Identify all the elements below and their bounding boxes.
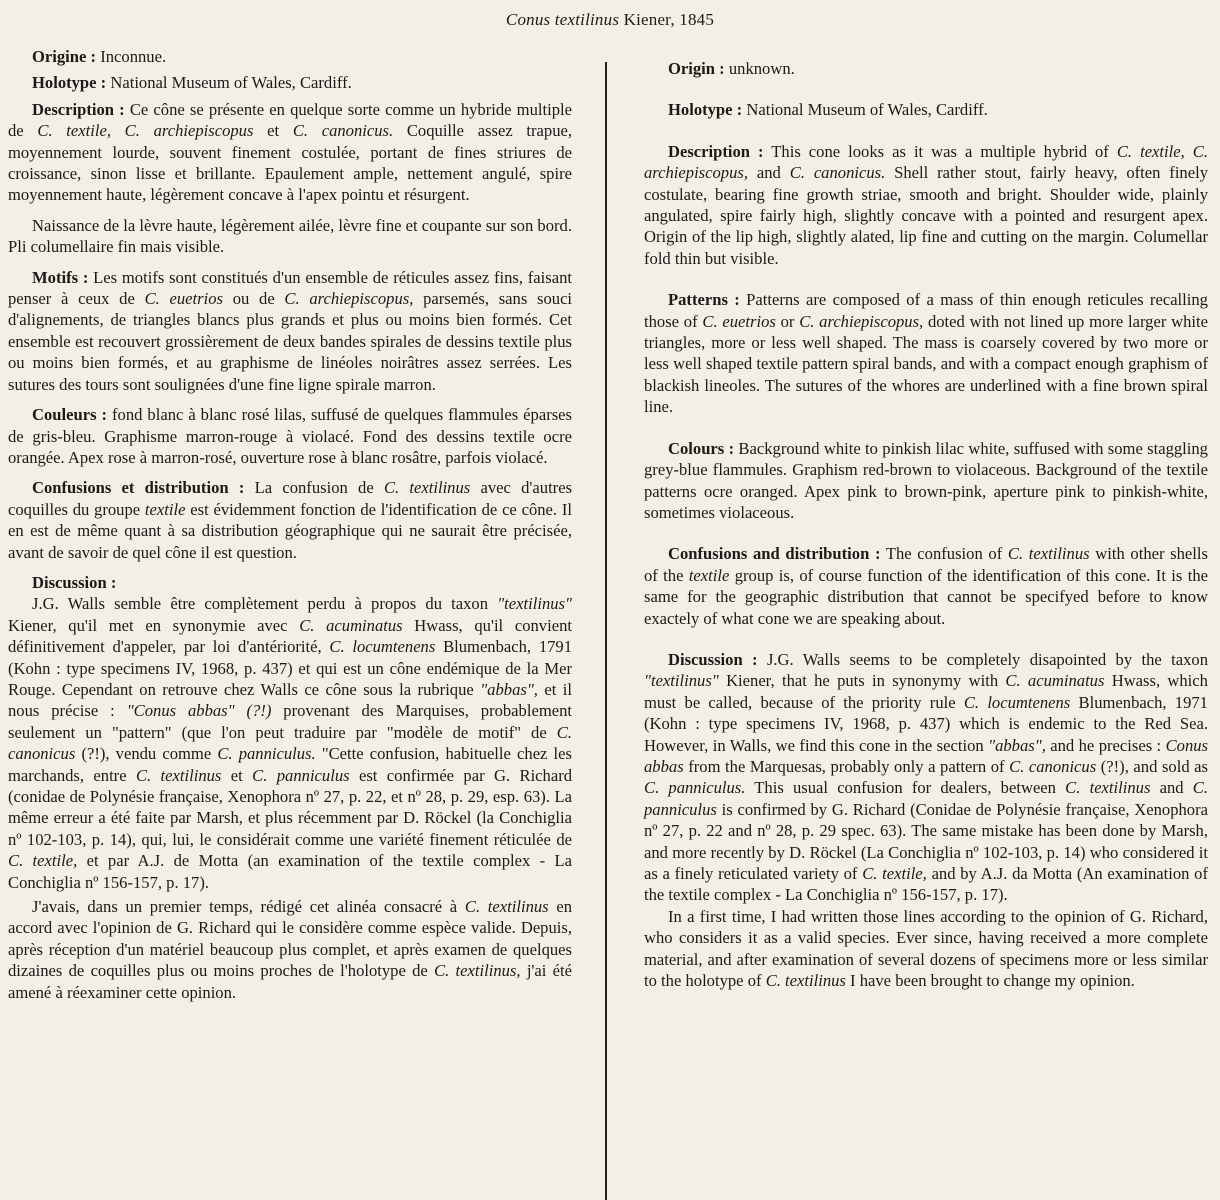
couleurs-paragraph: Couleurs : fond blanc à blanc rosé lilas, suffusé de quelques flammules éparses de gris-bleu. Graphisme marron-rouge à violacé. Fond des dessins textile ocre orangée. Apex rose à marron-rosé, ouverture rose à blanc rosâtre, parfois violacé.	[8, 405, 573, 467]
javais-paragraph: J'avais, dans un premier temps, rédigé cet alinéa consacré à C. textilinus en accord avec l'opinion de G. Richard qui le considère comme espèce valide. Depuis, après réception d'un matériel beaucoup plus complet, et après examen de quelques dizaines de coquilles plus ou moins proches de l'holotype de C. textilinus, j'ai été amené à réexaminer cette opinion.	[8, 897, 572, 1002]
discussion-paragraph: J.G. Walls semble être complètement perdu à propos du taxon "textilinus" Kiener, qu'il met en synonymie avec C. acuminatus Hwass, qu'il convient définitivement d'appeler, par loi d'antériorité, C. locumtenens Blumenbach, 1791 (Kohn : type specimens IV, 1968, p. 437) et qui est un cône endémique de la Mer Rouge. Cependant on retrouve chez Walls ce cône sous la rubrique "abbas", et il nous précise : "Conus abbas" (?!) provenant des Marquises, probablement seulement un "pattern" (que l'on peut traduire par "modèle de motif" de C. canonicus (?!), vendu comme C. panniculus. "Cette confusion, habituelle chez les marchands, entre C. textilinus et C. panniculus est confirmée par G. Richard (conidae de Polynésie française, Xenophora nº 27, p. 22, et nº 28, p. 29, esp. 63). La même erreur a été faite par Marsh, et plus récemment par D. Röckel (la Conchiglia nº 102-103, p. 14), qui, lui, le considérait comme une variété finement réticulée de C. textile, et par A.J. de Motta (an examination of the textile complex - La Conchiglia nº 156-157, p. 17).	[8, 594, 573, 892]
french-column	[8, 46, 572, 1003]
naissance-paragraph: Naissance de la lèvre haute, légèrement ailée, lèvre fine et coupante sur son bord. Pli columellaire fin mais visible.	[8, 215, 572, 257]
english-column	[644, 58, 1208, 991]
species-author: Kiener, 1845	[623, 10, 715, 29]
discussion-block	[8, 572, 572, 893]
column-divider	[605, 62, 607, 1200]
confusions-paragraph: Confusions et distribution : La confusion de C. textilinus avec d'autres coquilles du groupe textile est évidemment fonction de l'identification de ce cône. Il en est de même quant à sa distribution géographique qui ne saurait être précisée, avant de savoir de quel cône il est question.	[8, 478, 573, 562]
discussion-heading: Discussion :	[32, 572, 117, 592]
holotype-paragraph: Holotype : National Museum of Wales, Cardiff.	[32, 73, 352, 93]
patterns-paragraph: Patterns : Patterns are composed of a mass of thin enough reticules recalling those of C. euetrios or C. archiepiscopus, doted with not lined up more larger white triangles, more or less well shaped. The mass is coarsely covered by two more or less well shaped textile pattern spiral bands, and with a compact enough graphism of blackish lineoles. The sutures of the whores are underlined with a fine brown spiral line.	[644, 290, 1208, 417]
species-name: Conus textilinus	[505, 10, 620, 29]
origine-paragraph: Origine : Inconnue.	[32, 47, 167, 66]
page-title	[0, 10, 1220, 30]
confusions-en-paragraph: Confusions and distribution : The confusion of C. textilinus with other shells of the textile group is, of course function of the identification of this cone. It is the same for the geographic distribution that cannot be specifyed before to know exactely of what cone we are speaking about.	[644, 544, 1208, 628]
origin-paragraph: Origin : unknown.	[668, 59, 795, 78]
discussion-en-paragraph: Discussion : J.G. Walls seems to be completely disapointed by the taxon "textilinus" Kiener, that he puts in synonymy with C. acuminatus Hwass, which must be called, because of the priority rule C. locumtenens Blumenbach, 1971 (Kohn : type specimens IV, 1968, p. 437) which is endemic to the Red Sea. However, in Walls, we find this cone in the section "abbas", and he precises : Conus abbas from the Marquesas, probably only a pattern of C. canonicus (?!), and sold as C. panniculus. This usual confusion for dealers, between C. textilinus and C. panniculus is confirmed by G. Richard (Conidae de Polynésie française, Xenophora nº 27, p. 22 and nº 28, p. 29 spec. 63). The same mistake has been done by Marsh, and more recently by D. Röckel (La Conchiglia nº 102-103, p. 14) who considered it as a finely reticulated variety of C. textile, and by A.J. da Motta (An examination of the textile complex - La Conchiglia nº 156-157, p. 17).	[644, 649, 1209, 905]
motifs-paragraph: Motifs : Les motifs sont constitués d'un ensemble de réticules assez fins, faisant penser à ceux de C. euetrios ou de C. archiepiscopus, parsemés, sans souci d'alignements, de triangles blancs plus grands et plus ou moins bien formés. Cet ensemble est recouvert grossièrement de deux bandes spirales de dessins textile plus ou moins bien formés, et au graphisme de linéoles noirâtres assez serrées. Les sutures des tours sont soulignées d'une fine ligne spirale marron.	[8, 267, 573, 394]
description-en-paragraph: Description : This cone looks as it was a multiple hybrid of C. textile, C. archiepiscopus, and C. canonicus. Shell rather stout, fairly heavy, often finely costulate, bearing fine growth striae, smooth and bright. Shoulder wide, plainly angulated, spire fairly high, slightly concave with a pointed and resurgent apex. Origin of the lip high, slightly alated, lip fine and cutting on the margin. Columellar fold thin but visible.	[644, 141, 1208, 268]
description-paragraph: Description : Ce cône se présente en quelque sorte comme un hybride multiple de C. textile, C. archiepiscopus et C. canonicus. Coquille assez trapue, moyennement lourde, souvent finement costulée, portant de fines striures de croissance, sinon lisse et brillante. Epaulement ample, nettement angulé, spire moyennement haute, légèrement concave à l'apex pointu et résurgent.	[8, 99, 573, 205]
holotype-en-paragraph: Holotype : National Museum of Wales, Cardiff.	[668, 100, 988, 120]
first-time-paragraph: In a first time, I had written those lines according to the opinion of G. Richard, who considers it as a valid species. Ever since, having received a more complete material, and after examination of several dozens of specimens more or less similar to the holotype of C. textilinus I have been brought to change my opinion.	[644, 906, 1208, 991]
colours-paragraph: Colours : Background white to pinkish lilac white, suffused with some staggling grey-blue flammules. Graphism red-brown to violaceous. Background of the textile patterns ocre oranged. Apex pink to brown-pink, aperture pink to pinkish-white, sometimes violaceous.	[644, 438, 1208, 522]
